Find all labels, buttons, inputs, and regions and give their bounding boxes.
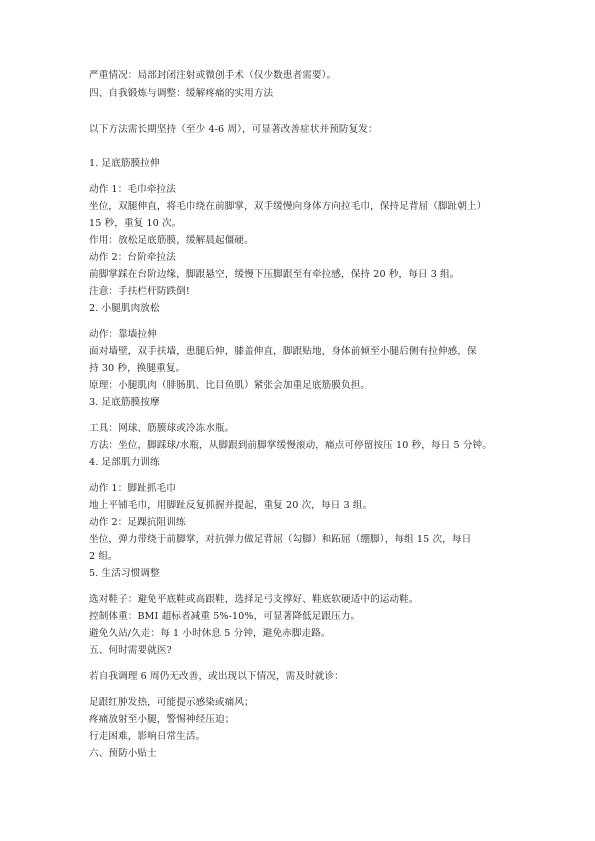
text-line: 严重情况：局部封闭注射或微创手术（仅少数患者需要）。 [89, 70, 337, 81]
text-line: 动作 1：脚趾抓毛巾 [89, 483, 176, 494]
text-line: 面对墙壁，双手扶墙，患腿后伸，膝盖伸直，脚跟贴地，身体前倾至小腿后侧有拉伸感，保 [89, 346, 477, 357]
text-line: 2 组。 [89, 551, 118, 562]
section-heading: 四、自我锻炼与调整：缓解疼痛的实用方法 [89, 88, 274, 99]
text-line: 疼痛放射至小腿，警惕神经压迫； [89, 714, 235, 725]
text-line: 作用：放松足底筋膜，缓解晨起僵硬。 [89, 235, 254, 246]
text-line: 避免久站/久走：每 1 小时休息 5 分钟，避免赤脚走路。 [89, 628, 331, 639]
text-line: 动作 1：毛巾牵拉法 [89, 184, 176, 195]
text-line: 坐位，双腿伸直，将毛巾绕在前脚掌，双手缓慢向身体方向拉毛巾，保持足背屈（脚趾朝上） [89, 201, 487, 212]
text-line: 坐位，弹力带绕于前脚掌，对抗弹力做足背屈（勾脚）和跖屈（绷脚），每组 15 次，每日 [89, 534, 472, 545]
subsection-heading: 5. 生活习惯调整 [89, 568, 160, 579]
text-line: 注意：手扶栏杆防跌倒! [89, 286, 190, 297]
text-line: 方法：坐位，脚踩球/水瓶，从脚跟到前脚掌缓慢滚动，痛点可停留按压 10 秒，每日 5 分钟。 [89, 440, 492, 451]
text-line: 原理：小腿肌肉（腓肠肌、比目鱼肌）紧张会加重足底筋膜负担。 [89, 380, 371, 391]
text-line: 地上平铺毛巾，用脚趾反复抓握并提起，重复 20 次，每日 3 组。 [89, 500, 373, 511]
text-line: 行走困难，影响日常生活。 [89, 731, 206, 742]
text-line: 动作 2：足踝抗阻训练 [89, 517, 186, 528]
text-line: 控制体重：BMI 超标者减重 5%-10%，可显著降低足跟压力。 [89, 611, 361, 622]
section-heading: 五、何时需要就医? [89, 645, 172, 656]
text-line: 动作：靠墙拉伸 [89, 329, 157, 340]
section-heading: 六、预防小贴士 [89, 748, 157, 759]
subsection-heading: 1. 足底筋膜拉伸 [89, 158, 160, 169]
subsection-heading: 4. 足部肌力训练 [89, 457, 160, 468]
text-line: 持 30 秒，换腿重复。 [89, 363, 186, 374]
text-line: 若自我调理 6 周仍无改善，或出现以下情况，需及时就诊： [89, 671, 344, 682]
text-line: 前脚掌踩在台阶边缘，脚跟悬空，缓慢下压脚跟至有牵拉感，保持 20 秒，每日 3 组。 [89, 269, 460, 280]
text-line: 工具：网球、筋膜球或冷冻水瓶。 [89, 423, 235, 434]
text-line: 选对鞋子：避免平底鞋或高跟鞋，选择足弓支撑好、鞋底软硬适中的运动鞋。 [89, 594, 419, 605]
text-line: 15 秒，重复 10 次。 [89, 218, 182, 229]
subsection-heading: 2. 小腿肌肉放松 [89, 303, 160, 314]
text-line: 动作 2：台阶牵拉法 [89, 252, 176, 263]
text-line: 足跟红肿发热，可能提示感染或痛风； [89, 697, 254, 708]
subsection-heading: 3. 足底筋膜按摩 [89, 397, 160, 408]
text-line: 以下方法需长期坚持（至少 4-6 周），可显著改善症状并预防复发： [89, 124, 378, 135]
